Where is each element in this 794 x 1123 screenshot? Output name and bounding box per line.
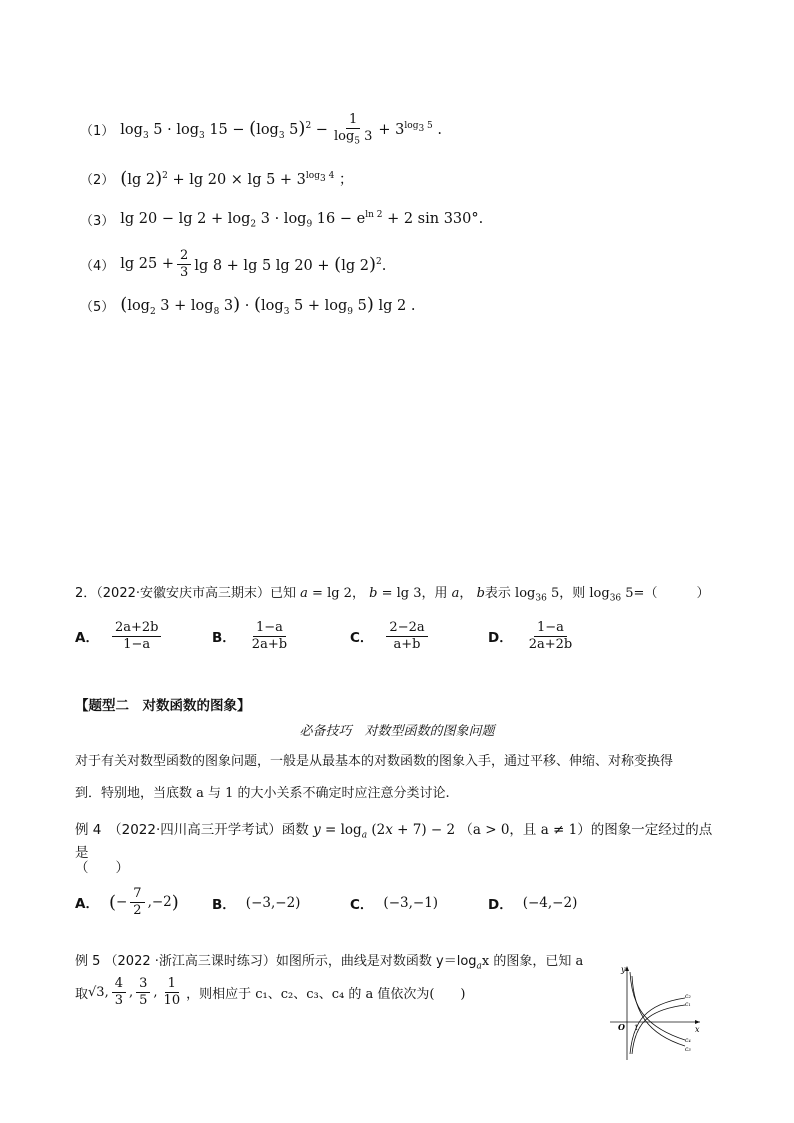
problem-5-expression: ($\log_2$ $3 + \log_8 3) \cdot (\log_3$ $5 + \log_9 5$) lg 2 . xyxy=(120,294,416,317)
ex4-option-d[interactable]: D． (−4,−2) xyxy=(488,895,578,913)
curve-c1 xyxy=(632,1005,685,1054)
curve-label-c3: c₃ xyxy=(685,1046,691,1053)
example-5-values: 取 √3, $\frac{4}{3}$ , $\frac{3}{5}$ , $\frac{1}{10}$ ，则相应于 c₁、c₂、c₃、c₄ 的 a 值依次为( ) xyxy=(75,976,466,1008)
x-axis-label: x xyxy=(695,1025,700,1034)
y-axis-arrow xyxy=(625,966,629,971)
log-curves-graph xyxy=(605,962,705,1062)
q2-option-d[interactable]: D． $\frac{1-a}{2a+2b}$ xyxy=(488,620,573,652)
problem-2-expression: (lg $2)^2 + \lg 20 \times \lg 5 + 3^{log_3 4}$ ； xyxy=(120,168,354,189)
y-axis-label: y xyxy=(621,965,626,974)
tip-line-2: 到．特别地，当底数 a 与 1 的大小关系不确定时应注意分类讨论. xyxy=(75,786,450,801)
problem-3-label: （3） xyxy=(80,214,115,230)
example-5-stem: 例 5 （2022 ·浙江高三课时练习）如图所示，曲线是对数函数 $y=\log_ax$ 的图象，已知 a xyxy=(75,954,584,972)
ex4-option-a[interactable]: A． ( − $\frac{7}{2}$ ,−2 ) xyxy=(75,886,179,918)
origin-label: O xyxy=(618,1022,625,1032)
tip-title: 必备技巧 对数型函数的图象问题 xyxy=(299,724,495,739)
problem-2-label: （2） xyxy=(80,173,115,188)
curve-label-c2: c₂ xyxy=(685,993,691,1000)
problem-4-label: （4） xyxy=(80,258,115,274)
curve-c3 xyxy=(632,976,685,1046)
problem-1: （1） $\log_3 5 \cdot \log_3 15 - (\log_3$ 5)$^2$ − $\frac{1}{\log_5 3}$ + $3^{log_3 5}$ . xyxy=(80,112,442,147)
q2-option-c[interactable]: C． $\frac{2-2a}{a+b}$ xyxy=(350,620,431,652)
ex4-option-c[interactable]: C． (−3,−1) xyxy=(350,895,439,913)
problem-4-expression: lg 8 + lg 5 lg 20 + (lg 2)$^2$. xyxy=(194,253,387,275)
problem-2 xyxy=(80,168,353,189)
problem-1-fraction: $\frac{1}{\log_5 3}$ xyxy=(333,112,373,147)
problem-3 xyxy=(80,210,483,230)
question-2-stem: 2．（2022·安徽安庆市高三期末）已知 a = lg 2， b = lg 3，用 a， b表示 $\log_{36} 5$，则 $\log_{36} 5=$（ ） xyxy=(75,586,710,604)
x-axis-arrow xyxy=(695,1020,700,1024)
q2-option-a[interactable]: A． $\frac{2a+2b}{1-a}$ xyxy=(75,620,164,652)
problem-4-fraction: $\frac{2}{3}$ xyxy=(177,248,191,280)
problem-5-label: （5） xyxy=(80,299,115,315)
curve-label-c1: c₁ xyxy=(685,1001,691,1008)
section-heading: 【题型二 对数函数的图象】 xyxy=(75,698,251,714)
example-4-stem: 例 4 （2022·四川高三开学考试）函数 $y = \log_a (2x + 7) - 2$ （a > 0，且 a ≠ 1）的图象一定经过的点是 xyxy=(75,822,713,862)
problem-5 xyxy=(80,294,415,317)
problem-1-label: （1） xyxy=(80,123,115,139)
example-4-paren: （ ） xyxy=(75,860,129,876)
one-label: 1 xyxy=(634,1024,639,1032)
problem-1-expression: $\log_3 5 \cdot \log_3 15 - (\log_3$ 5)$^2$ − xyxy=(120,118,328,141)
tip-line-1: 对于有关对数型函数的图象问题，一般是从最基本的对数函数的图象入手，通过平移、伸缩、对称变换得 xyxy=(75,754,674,769)
curve-label-c4: c₄ xyxy=(685,1037,691,1044)
ex4-option-b[interactable]: B． (−3,−2) xyxy=(212,895,301,913)
q2-option-b[interactable]: B． $\frac{1-a}{2a+b}$ xyxy=(212,620,288,652)
problem-3-expression: $\lg 20 - \lg 2 + \log_2 3 \cdot \log_9 16 - e^{ln 2} + 2$ sin 330°. xyxy=(120,210,484,230)
problem-4: （4） lg 25 + $\frac{2}{3}$ lg 8 + lg 5 lg 20 + (lg 2)$^2$. xyxy=(80,248,387,280)
